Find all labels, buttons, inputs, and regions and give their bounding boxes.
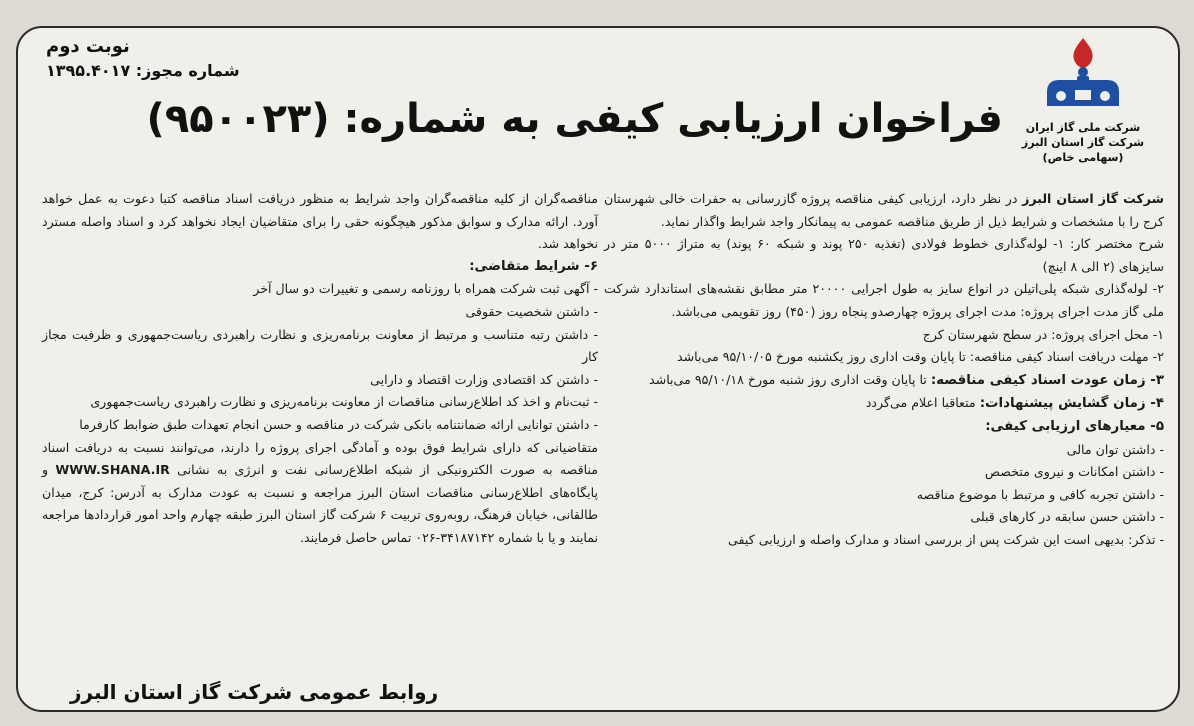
condition-item: - داشتن توانایی ارائه ضمانتنامه بانکی شرکت در مناقصه و حسن انجام تعهدات طبق ضوابط کارفرما [79,416,598,432]
criteria-item: - داشتن حسن سابقه در کارهای قبلی [970,509,1164,525]
left-column [42,188,598,550]
item-return-text: تا پایان وقت اداری روز شنبه مورخ ۹۵/۱۰/۱۸ می‌باشد [649,371,931,387]
note-line: - تذکر: بدیهی است این شرکت پس از بررسی اسناد و مدارک واصله و ارزیابی کیفی [728,531,1164,547]
criteria-item: - داشتن امکانات و نیروی متخصص [984,464,1164,480]
company-name-line-3: (سهامی خاص) [1042,151,1124,164]
work-summary-2: ۲- لوله‌گذاری شبکه پلی‌اتیلن در انواع سایز به طول اجرایی ۲۰۰۰۰ متر مطابق نقشه‌های استاندارد شرکت ملی گاز مدت اجرای پروژه: مدت اجرای پروژه چهارصدو پنجاه روز (۴۵۰) روز تقویمی می‌باشد. [604,281,1164,319]
closing-text-1: متقاضیانی که دارای شرایط فوق بوده و آمادگی اجرای پروژه را دارند، می‌توانند نسبت به دریافت اسناد مناقصه به صورت الکترونیکی از شبکه اطلاع‌رسانی نفت و انرژی به نشانی [42,439,598,478]
round-info [46,36,240,80]
condition-item: - داشتن کد اقتصادی وزارت اقتصاد و دارایی [370,371,598,387]
intro-paragraph [604,188,1164,233]
condition-item: - آگهی ثبت شرکت همراه با روزنامه رسمی و تغییرات دو سال آخر [253,281,598,297]
item-location: ۱- محل اجرای پروژه: در سطح شهرستان کرج [922,326,1164,342]
continuation-paragraph: مناقصه‌گران از کلیه مناقصه‌گران واجد شرایط به منظور دریافت اسناد مناقصه کتبا دعوت به عمل خواهد آورد. ارائه مدارک و سوابق مذکور هیچگونه حقی را برای متقاضیان ایجاد نخواهد کرد و اسناد واصله مسترد نخواهد شد. [42,191,598,252]
closing-paragraph [42,437,598,550]
criteria-item: - داشتن توان مالی [1066,441,1164,457]
right-column [604,188,1164,552]
criteria-heading: ۵- معیارهای ارزیابی کیفی: [985,418,1164,434]
condition-item: - داشتن رتبه متناسب و مرتبط از معاونت برنامه‌ریزی و نظارت راهبردی ریاست‌جمهوری و ظرفیت مجاز کار [42,326,598,365]
company-name-line-1: شرکت ملی گاز ایران [1025,121,1141,134]
conditions-heading: ۶- شرایط متقاضی: [469,258,598,274]
item-return-label: ۳- زمان عودت اسناد کیفی مناقصه: [930,372,1164,388]
item-deadline: ۲- مهلت دریافت اسناد کیفی مناقصه: تا پایان وقت اداری روز یکشنبه مورخ ۹۵/۱۰/۰۵ می‌باشد [676,349,1164,365]
permit-number: شماره مجوز: ۱۳۹۵.۴۰۱۷ [46,61,240,80]
gas-company-logo-icon [1035,34,1131,120]
condition-item: - داشتن شخصیت حقوقی [465,303,598,319]
company-logo-block [1008,34,1158,165]
closing-text-2: و پایگاه‌های اطلاع‌رسانی مناقصات استان البرز مراجعه و نسبت به عودت مدارک به آدرس: کرج، میدان طالقانی، خیابان فرهنگ، روبه‌روی تربیت ۶ شرکت گاز استان البرز طبقه چهارم واحد امور قراردادها مراجعه نمایند و یا با شماره ۳۴۱۸۷۱۴۲-۰۲۶ تماس حاصل فرمایند. [42,462,598,545]
company-name-line-2: شرکت گاز استان البرز [1021,136,1145,149]
item-return-time [604,369,1164,393]
announcement-frame [16,26,1180,712]
round-label: نوبت دوم [46,36,130,57]
shana-website-link[interactable]: WWW.SHANA.IR [55,462,170,478]
intro-company: شرکت گاز استان البرز [1022,191,1165,206]
public-relations-signature: روابط عمومی شرکت گاز استان البرز [70,680,439,704]
criteria-item: - داشتن تجربه کافی و مرتبط با موضوع مناقصه [916,486,1164,502]
item-opening-time [604,392,1164,416]
intro-text: در نظر دارد، ارزیابی کیفی مناقصه پروژه گازرسانی به حفرات خالی شهرستان کرج را با مشخصات و شرایط ذیل از طریق مناقصه عمومی به پیمانکار واجد شرایط واگذار نماید. [604,191,1164,229]
page-title: فراخوان ارزیابی کیفی به شماره: (۹۵۰۰۲۳) [146,96,1003,142]
item-opening-text: متعاقبا اعلام می‌گردد [865,395,980,411]
work-summary-1: شرح مختصر کار: ۱- لوله‌گذاری خطوط فولادی (تغذیه ۲۵۰ پوند و شبکه ۶۰ پوند) به متراژ ۵۰۰۰ متر در سایزهای (۲ الی ۸ اینچ) [604,236,1164,274]
condition-item: - ثبت‌نام و اخذ کد اطلاع‌رسانی مناقصات از معاونت برنامه‌ریزی و نظارت راهبردی ریاست‌جمهوری [90,394,598,410]
item-opening-label: ۴- زمان گشایش پیشنهادات: [979,396,1164,412]
